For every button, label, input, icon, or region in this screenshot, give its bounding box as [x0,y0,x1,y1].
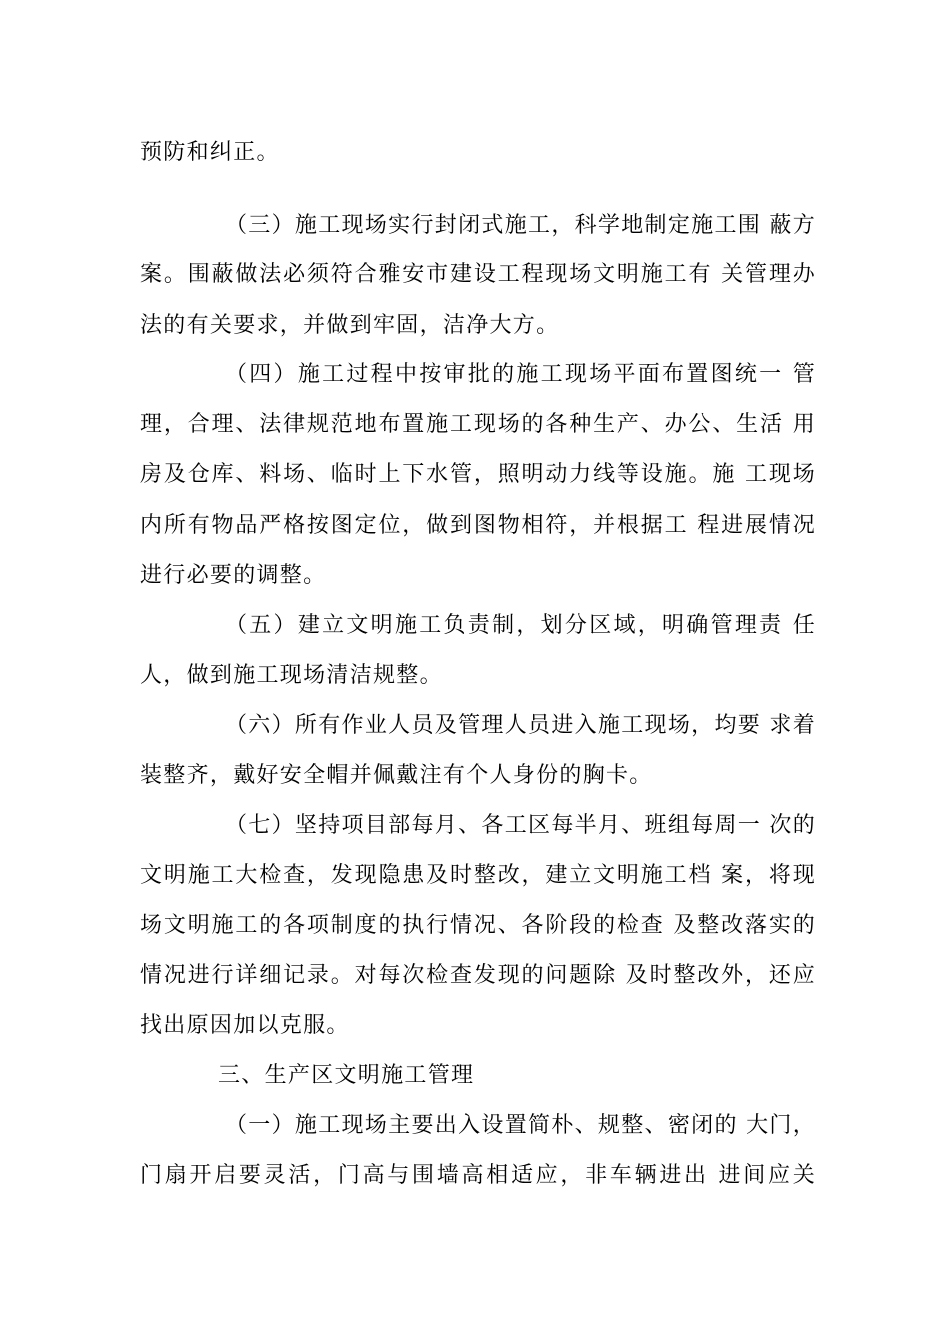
paragraph-7-line-3: 场文明施工的各项制度的执行情况、各阶段的检查 及整改落实的 [140,913,816,938]
paragraph-1-line-1: （一）施工现场主要出入设置简朴、规整、密闭的 大门， [225,1113,816,1138]
paragraph-3-line-1: （三）施工现场实行封闭式施工，科学地制定施工围 蔽方 [225,213,816,238]
paragraph-7-line-4: 情况进行详细记录。对每次检查发现的问题除 及时整改外，还应 [140,963,816,988]
section-heading: 三、生产区文明施工管理 [218,1063,475,1088]
paragraph-4-line-5: 进行必要的调整。 [140,563,327,588]
paragraph-7-line-2: 文明施工大检查，发现隐患及时整改，建立文明施工档 案，将现 [140,863,816,888]
text-line: 预防和纠正。 [140,140,280,165]
paragraph-1-line-2: 门扇开启要灵活，门高与围墙高相适应，非车辆进出 进间应关 [140,1163,816,1188]
paragraph-3-line-2: 案。围蔽做法必须符合雅安市建设工程现场文明施工有 关管理办 [140,262,816,287]
paragraph-7-line-1: （七）坚持项目部每月、各工区每半月、班组每周一 次的 [225,813,816,838]
paragraph-7-line-5: 找出原因加以克服。 [140,1013,350,1038]
paragraph-5-line-1: （五）建立文明施工负责制，划分区域，明确管理责 任 [225,613,816,638]
paragraph-3-line-3: 法的有关要求，并做到牢固，洁净大方。 [140,313,560,338]
paragraph-4-line-2: 理，合理、法律规范地布置施工现场的各种生产、办公、生活 用 [140,412,816,437]
paragraph-4-line-3: 房及仓库、料场、临时上下水管，照明动力线等设施。施 工现场 [140,462,816,487]
paragraph-5-line-2: 人，做到施工现场清洁规整。 [140,663,443,688]
paragraph-4-line-1: （四）施工过程中按审批的施工现场平面布置图统一 管 [225,362,816,387]
paragraph-6-line-1: （六）所有作业人员及管理人员进入施工现场，均要 求着 [225,713,816,738]
paragraph-6-line-2: 装整齐，戴好安全帽并佩戴注有个人身份的胸卡。 [140,763,653,788]
paragraph-4-line-4: 内所有物品严格按图定位，做到图物相符，并根据工 程进展情况 [140,513,816,538]
